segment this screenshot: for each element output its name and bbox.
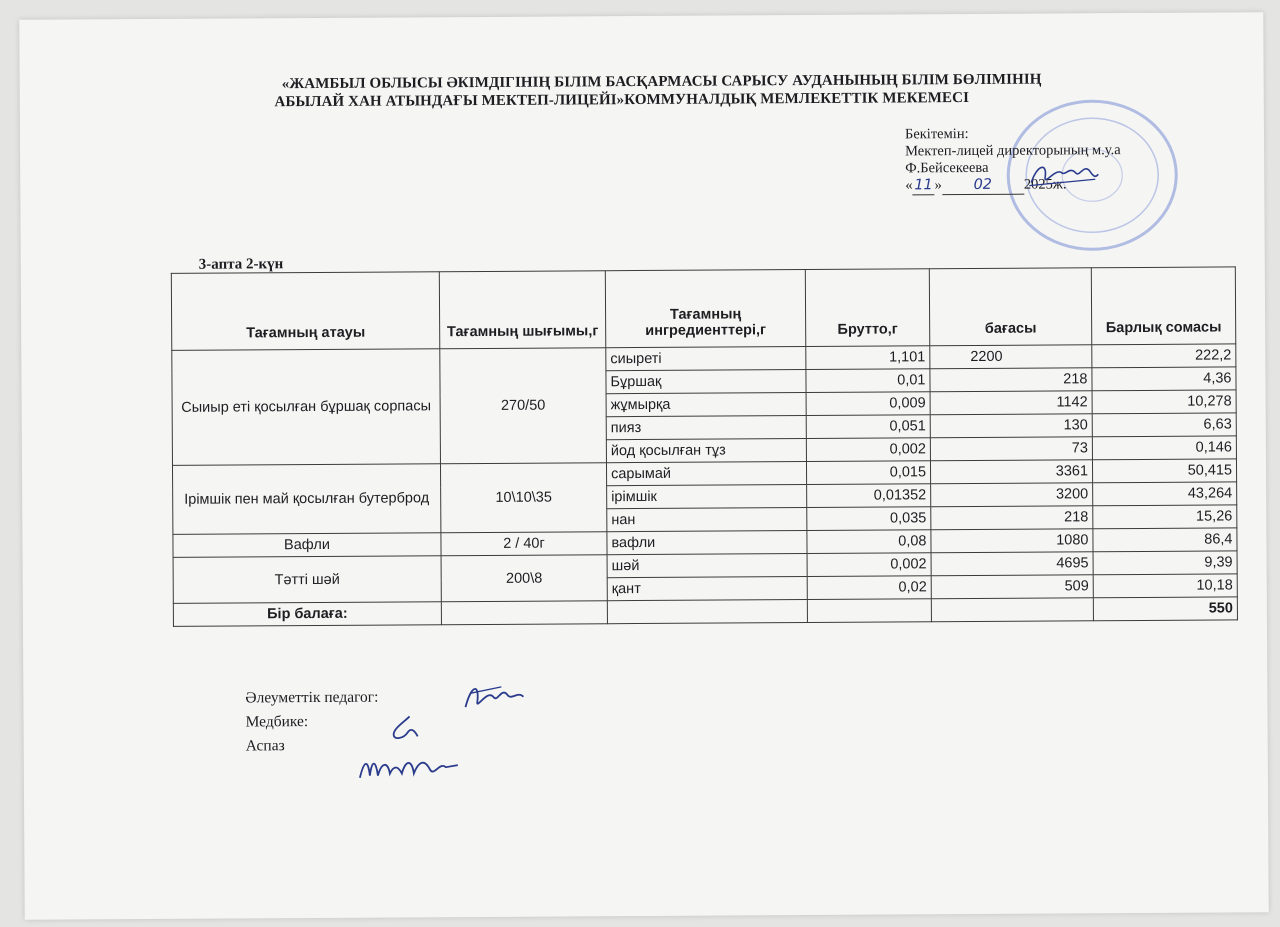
nurse-label: Медбике: [245,713,309,731]
approval-label: Бекітемін: [904,126,969,143]
dish-output: 270/50 [440,348,607,464]
institution-header-line-2: АБЫЛАЙ ХАН АТЫНДАҒЫ МЕКТЕП-ЛИЦЕЙІ»КОММУНАЛДЫҚ МЕМЛЕКЕТТІК МЕКЕМЕСІ [274,90,970,111]
ingredient-price: 218 [931,506,1093,530]
approval-date-month: 02 [942,177,1024,196]
cook-signature [354,747,464,788]
document-page [19,12,1268,920]
cook-label: Аспаз [245,737,285,755]
institution-header-line-1: «ЖАМБЫЛ ОБЛЫСЫ ӘКІМДІГІНІҢ БІЛІМ БАСҚАРМАСЫ САРЫСУ АУДАНЫНЫҢ БІЛІМ БӨЛІМІНІҢ [281,71,1042,93]
week-day-label: 3-апта 2-күн [198,256,284,273]
ingredient-brutto: 0,015 [806,461,930,485]
dish-output: 200\8 [441,555,607,602]
ingredient-brutto: 0,035 [807,507,931,531]
ingredient-name: сарымай [606,462,806,486]
total-label: Бір балаға: [173,602,441,627]
dish-output: 2 / 40г [441,532,607,556]
ingredient-name: жұмырқа [606,393,806,417]
ingredient-price: 3361 [930,460,1092,484]
ingredient-name: шәй [607,554,807,578]
dish-name: Ірімшік пен май қосылған бутерброд [172,464,440,535]
header-ingredients: Тағамның ингредиенттері,г [605,270,805,348]
ingredient-sum: 9,39 [1093,551,1237,575]
dish-name: Сыиыр еті қосылған бұршақ сорпасы [172,349,441,466]
ingredient-sum: 0,146 [1092,436,1236,460]
ingredient-price: 218 [930,368,1092,392]
dish-output: 10\10\35 [440,463,606,533]
ingredient-sum: 10,18 [1093,574,1237,598]
ingredient-brutto: 0,051 [806,415,930,439]
empty-cell [931,598,1093,622]
table-header-row [171,267,1235,350]
ingredient-name: ірімшік [607,485,807,509]
ingredient-price: 130 [930,414,1092,438]
ingredient-brutto: 0,009 [806,392,930,416]
ingredient-name: вафли [607,531,807,555]
ingredient-price: 3200 [931,483,1093,507]
header-dish-name: Тағамның атауы [171,272,439,351]
ingredient-name: қант [607,577,807,601]
ingredient-price: 509 [931,575,1093,599]
ingredient-sum: 222,2 [1092,344,1236,368]
approval-name: Ф.Бейсекеева [905,159,989,177]
ingredient-brutto: 0,08 [807,530,931,554]
menu-table [171,266,1238,626]
header-total: Барлық сомасы [1091,267,1235,345]
approval-date-year: 2025ж. [1023,176,1067,193]
ingredient-name: сиыреті [606,347,806,371]
ingredient-price: 4695 [931,552,1093,576]
social-pedagogue-label: Әлеуметтік педагог: [245,688,379,707]
ingredient-name: пияз [606,416,806,440]
header-output: Тағамның шығымы,г [439,271,605,349]
ingredient-name: Бұршақ [606,370,806,394]
ingredient-sum: 43,264 [1093,482,1237,506]
ingredient-brutto: 0,02 [807,576,931,600]
ingredient-sum: 50,415 [1092,459,1236,483]
ingredient-price: 1142 [930,391,1092,415]
ingredient-sum: 6,63 [1092,413,1236,437]
ingredient-sum: 10,278 [1092,390,1236,414]
ingredient-brutto: 0,01 [806,369,930,393]
social-pedagogue-signature [461,677,531,717]
ingredient-price: 73 [930,437,1092,461]
ingredient-brutto: 0,002 [806,438,930,462]
ingredient-price: 2200 [930,345,1092,369]
empty-cell [441,601,607,625]
empty-cell [607,600,807,624]
empty-cell [807,599,931,623]
director-signature [1023,158,1100,193]
ingredient-sum: 86,4 [1093,528,1237,552]
ingredient-price: 1080 [931,529,1093,553]
header-price: бағасы [929,268,1091,346]
ingredient-brutto: 0,002 [807,553,931,577]
nurse-signature [384,712,424,742]
total-value: 550 [1093,597,1237,621]
ingredient-brutto: 0,01352 [807,484,931,508]
approval-position: Мектеп-лицей директорының м.у.а [905,142,1121,160]
dish-name: Вафли [173,533,441,558]
approval-date-day: 11 [912,177,934,195]
header-brutto: Брутто,г [805,269,929,347]
ingredient-brutto: 1,101 [806,346,930,370]
ingredient-sum: 15,26 [1093,505,1237,529]
ingredient-sum: 4,36 [1092,367,1236,391]
approval-date: « 11 » 02 2025ж. [905,176,1067,194]
ingredient-name: йод қосылған тұз [606,439,806,463]
ingredient-name: нан [607,508,807,532]
dish-name: Тәтті шәй [173,556,441,604]
